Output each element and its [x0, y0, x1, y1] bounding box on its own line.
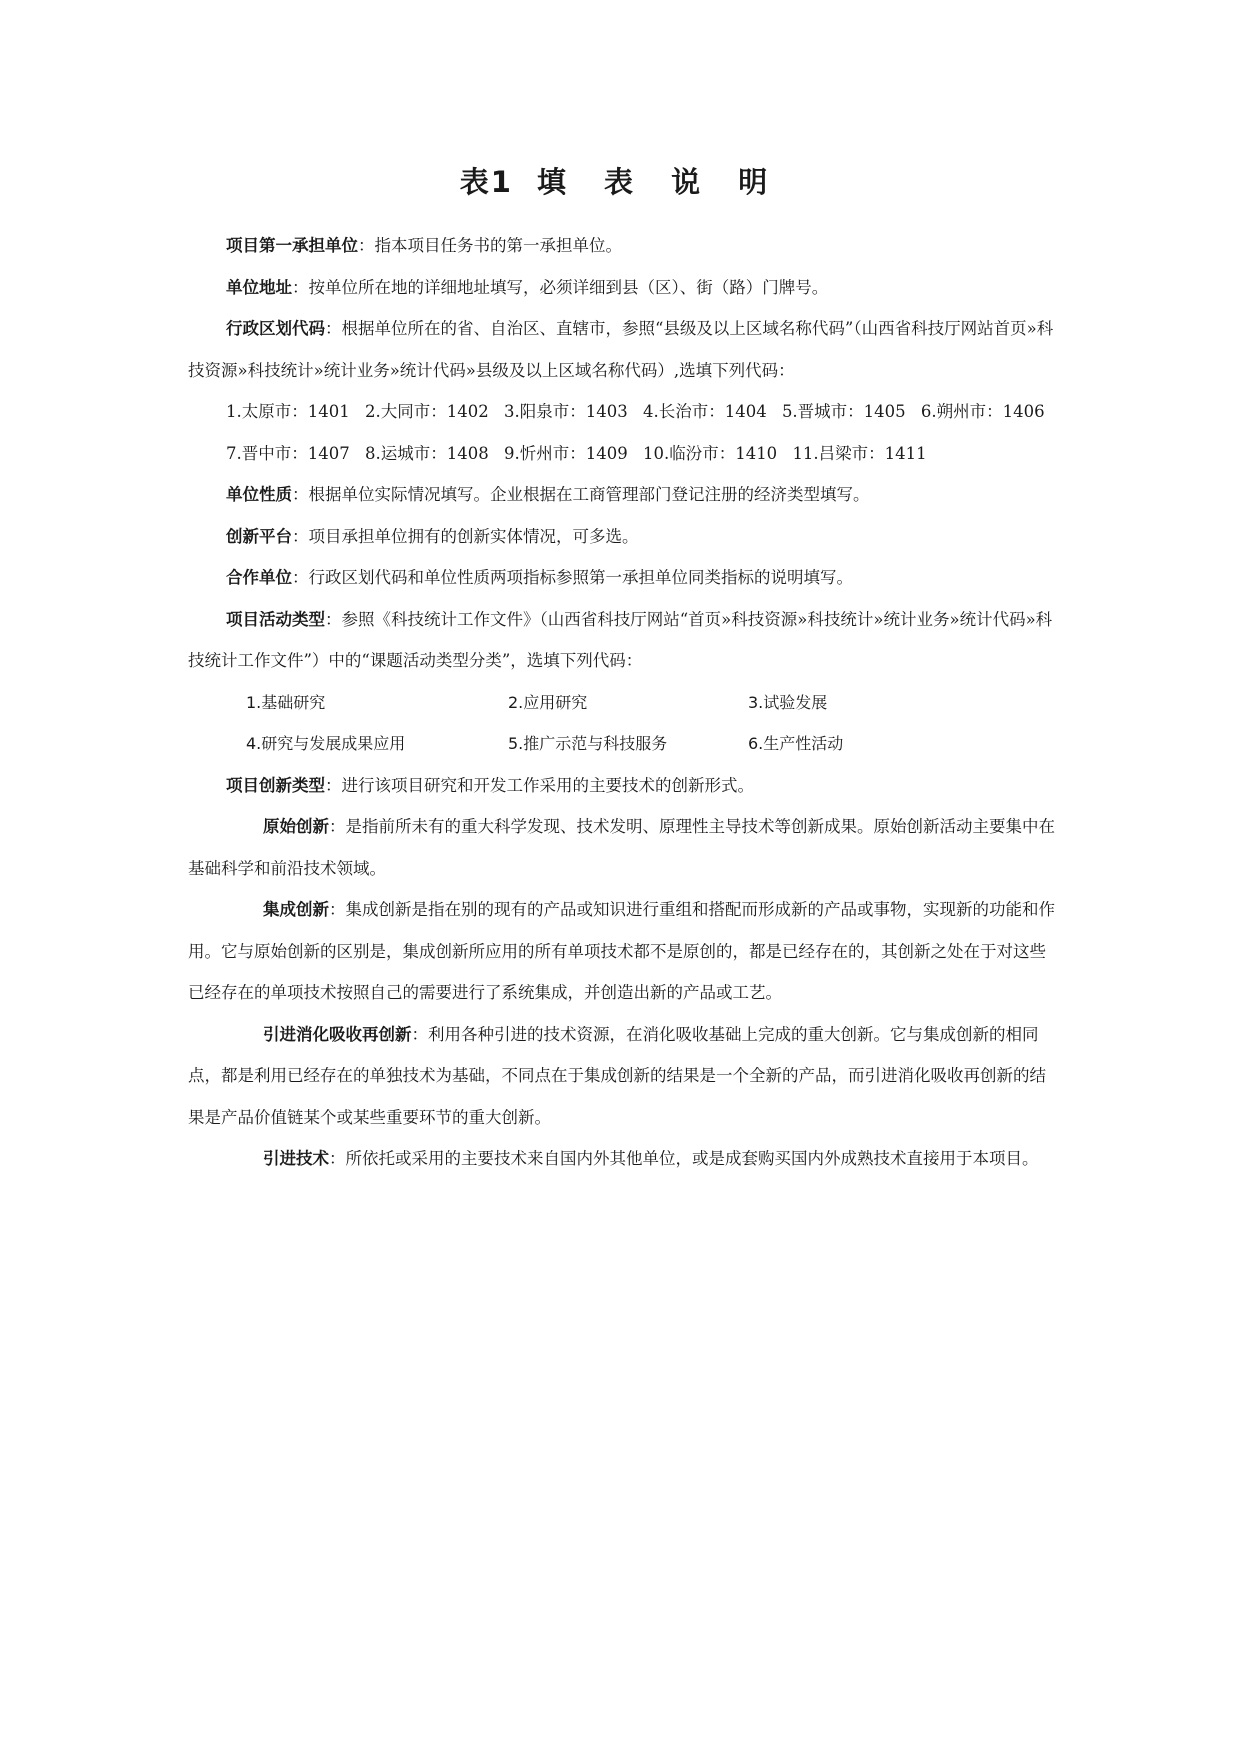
term-label: 合作单位	[226, 568, 292, 587]
region-code: 5.晋城市：1405	[781, 402, 906, 421]
term-label: 项目创新类型	[226, 775, 325, 795]
activity-option: 2.应用研究	[508, 692, 588, 712]
activity-option: 4.研究与发展成果应用	[246, 734, 406, 753]
term-label: 引进消化吸收再创新	[263, 1024, 412, 1044]
item-text: 参照《科技统计工作文件》（山西省科技厅网站“首页»科技资源»科技统计»统计业务»统计代码»科技统计工作文件”）中的“课题活动类型分类”，选填下列代码：	[188, 609, 1053, 670]
item-text: 是指前所未有的重大科学发现、技术发明、原理性主导技术等创新成果。原始创新活动主要集中在基础科学和前沿技术领域。	[188, 817, 1055, 878]
item-reinnovation: 引进消化吸收再创新：利用各种引进的技术资源，在消化吸收基础上完成的重大创新。它与集成创新的相同点，都是利用已经存在的单独技术为基础，不同点在于集成创新的结果是一个全新的产品，而引进消化吸收再创新的结果是产品价值链某个或某些重要环节的重大创新。	[188, 1024, 1046, 1127]
item-text: 根据单位所在的省、自治区、直辖市，参照“县级及以上区域名称代码”（山西省科技厅网站首页»科技资源»科技统计»统计业务»统计代码»县级及以上区域名称代码）,选填下列代码：	[188, 319, 1054, 380]
table-number: 表1	[459, 165, 513, 199]
region-codes-row-2	[188, 433, 1056, 475]
item-innovation: 项目创新类型：进行该项目研究和开发工作采用的主要技术的创新形式。	[226, 775, 754, 795]
region-code: 7.晋中市：1407	[226, 443, 350, 463]
term-label: 原始创新	[263, 817, 329, 836]
term-label: 单位性质	[226, 485, 292, 504]
item-text: 指本项目任务书的第一承担单位。	[374, 236, 622, 255]
activity-option: 6.生产性活动	[748, 734, 844, 753]
item-address: 单位地址：按单位所在地的详细地址填写，必须详细到县（区）、街（路）门牌号。	[226, 277, 829, 297]
item-text: 项目承担单位拥有的创新实体情况，可多选。	[308, 526, 639, 546]
activity-option: 5.推广示范与科技服务	[508, 734, 668, 753]
term-label: 引进技术	[263, 1149, 329, 1168]
item-region: 行政区划代码：根据单位所在的省、自治区、直辖市，参照“县级及以上区域名称代码”（山西省科技厅网站首页»科技资源»科技统计»统计业务»统计代码»县级及以上区域名称代码）,选填下列代码：	[188, 319, 1054, 380]
region-code: 8.运城市：1408	[364, 443, 489, 463]
term-label: 行政区划代码	[226, 319, 325, 338]
item-unit: 项目第一承担单位：指本项目任务书的第一承担单位。	[226, 236, 622, 255]
activity-option: 1.基础研究	[246, 692, 326, 712]
item-text: 根据单位实际情况填写。企业根据在工商管理部门登记注册的经济类型填写。	[308, 485, 870, 504]
item-text: 按单位所在地的详细地址填写，必须详细到县（区）、街（路）门牌号。	[308, 277, 829, 297]
item-nature: 单位性质：根据单位实际情况填写。企业根据在工商管理部门登记注册的经济类型填写。	[226, 485, 870, 504]
region-code: 4.长治市：1404	[642, 402, 767, 421]
item-text: 所依托或采用的主要技术来自国内外其他单位，或是成套购买国内外成熟技术直接用于本项目。	[345, 1149, 1039, 1168]
item-integrated: 集成创新：集成创新是指在别的现有的产品或知识进行重组和搭配而形成新的产品或事物，实现新的功能和作用。它与原始创新的区别是，集成创新所应用的所有单项技术都不是原创的，都是已经存在的，其创新之处在于对这些已经存在的单项技术按照自己的需要进行了系统集成，并创造出新的产品或工艺。	[188, 900, 1055, 1002]
item-platform: 创新平台：项目承担单位拥有的创新实体情况，可多选。	[226, 526, 639, 546]
region-code: 10.临汾市：1410	[642, 443, 778, 463]
item-original: 原始创新：是指前所未有的重大科学发现、技术发明、原理性主导技术等创新成果。原始创新活动主要集中在基础科学和前沿技术领域。	[188, 817, 1055, 878]
item-text: 行政区划代码和单位性质两项指标参照第一承担单位同类指标的说明填写。	[308, 568, 853, 587]
item-text: 利用各种引进的技术资源，在消化吸收基础上完成的重大创新。它与集成创新的相同点，都是利用已经存在的单独技术为基础，不同点在于集成创新的结果是一个全新的产品，而引进消化吸收再创新的结果是产品价值链某个或某些重要环节的重大创新。	[188, 1024, 1046, 1127]
term-label: 项目第一承担单位	[226, 236, 358, 255]
term-label: 项目活动类型	[226, 609, 325, 629]
term-label: 创新平台	[226, 526, 292, 546]
item-imported: 引进技术：所依托或采用的主要技术来自国内外其他单位，或是成套购买国内外成熟技术直接用于本项目。	[263, 1149, 1039, 1168]
item-activity: 项目活动类型：参照《科技统计工作文件》（山西省科技厅网站“首页»科技资源»科技统计»统计业务»统计代码»科技统计工作文件”）中的“课题活动类型分类”，选填下列代码：	[188, 609, 1053, 670]
instructions-body	[188, 225, 1056, 1180]
activity-options	[188, 682, 1056, 765]
title-text: 填 表 说 明	[536, 165, 782, 199]
item-text: 进行该项目研究和开发工作采用的主要技术的创新形式。	[341, 775, 754, 795]
page-title	[0, 160, 1241, 201]
region-code: 6.朔州市：1406	[920, 402, 1045, 421]
activity-option: 3.试验发展	[748, 692, 828, 712]
region-code: 11.吕梁市：1411	[792, 443, 927, 463]
term-label: 单位地址	[226, 277, 292, 297]
region-code: 2.大同市：1402	[364, 402, 489, 421]
item-partner: 合作单位：行政区划代码和单位性质两项指标参照第一承担单位同类指标的说明填写。	[226, 568, 853, 587]
region-codes-row-1	[188, 391, 1056, 433]
region-code: 1.太原市：1401	[226, 402, 350, 421]
region-code: 9.忻州市：1409	[503, 443, 628, 463]
term-label: 集成创新	[263, 900, 329, 919]
item-text: 集成创新是指在别的现有的产品或知识进行重组和搭配而形成新的产品或事物，实现新的功能和作用。它与原始创新的区别是，集成创新所应用的所有单项技术都不是原创的，都是已经存在的，其创新之处在于对这些已经存在的单项技术按照自己的需要进行了系统集成，并创造出新的产品或工艺。	[188, 900, 1055, 1002]
region-code: 3.阳泉市：1403	[503, 402, 628, 421]
